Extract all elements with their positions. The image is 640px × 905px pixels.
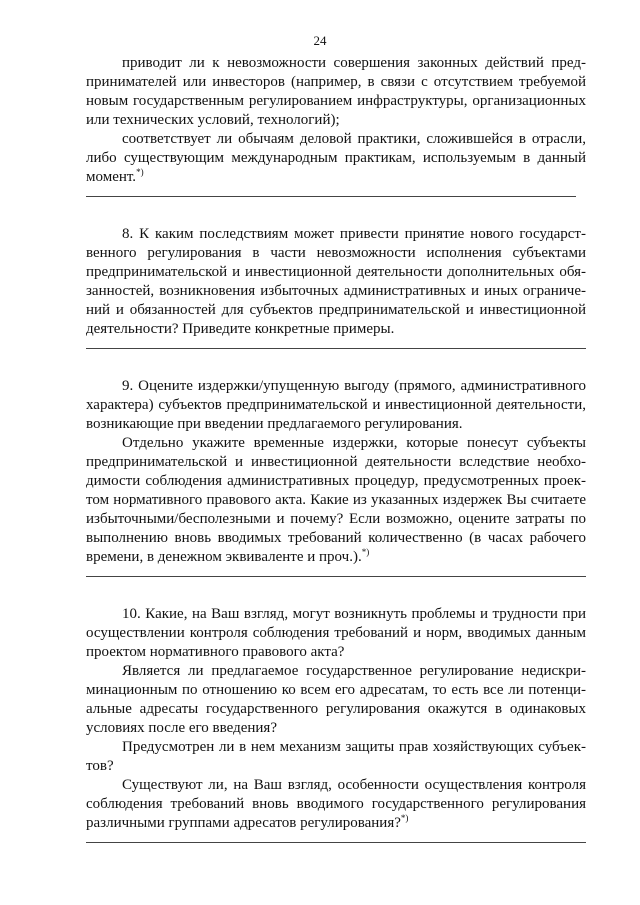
question-9-paragraph-1: 9. Оцените издержки/упущенную выгоду (прямого, административного характера) субъектов предпринимательской и инвестиционной деятельности, возникающие при введении предлагаемого регулирования.	[86, 378, 586, 432]
footnote-mark: *)	[361, 547, 370, 557]
intro-paragraph-2	[86, 130, 586, 187]
question-10-paragraph-4-text: Существуют ли, на Ваш взгляд, особенности осуществления контроля соблюдения требований вновь вводимого государственного регулирования различными группами адресатов регулирования?	[86, 777, 586, 831]
question-9	[86, 377, 586, 567]
footnote-mark: *)	[400, 813, 409, 823]
intro-section	[86, 54, 586, 187]
question-10-paragraph-1: 10. Какие, на Ваш взгляд, могут возникнуть проблемы и трудности при осуществлении контроля соблюдения требований и норм, вводимых данным проектом нормативного правового акта?	[86, 606, 586, 660]
question-8	[86, 225, 586, 339]
question-10	[86, 605, 586, 833]
footnote-mark: *)	[136, 167, 144, 177]
question-9-paragraph-2-text: Отдельно укажите временные издержки, которые понесут субъекты предпринимательской и инвестиционной деятельности вследствие необходимости соблюдения административных процедур, предусмотренных проектом нормативного правового акта. Какие из указанных издержек Вы считаете избыточными/бесполезными и почему? Если возможно, оцените затраты по выполнению вновь вводимых требований количественно (в часах рабочего времени, в денежном эквиваленте и проч.).	[86, 435, 586, 565]
question-10-paragraph-4	[86, 776, 586, 833]
answer-line	[86, 842, 586, 843]
intro-paragraph-2-text: соответствует ли обычаям деловой практики, сложившейся в отрасли, либо существующим международным практикам, используемым в данный момент.	[86, 131, 586, 185]
question-10-paragraph-2: Является ли предлагаемое государственное регулирование недискриминационным по отношению ко всем его адресатам, то есть все ли потенциальные адресаты государственного регулирования окажутся в одинаковых условиях после его введения?	[86, 663, 586, 736]
question-8-text: 8. К каким последствиям может привести принятие нового государственного регулирования в части невозможности исполнения субъектами предпринимательской и инвестиционной деятельности дополнительных обязанностей, возникновения избыточных административных и иных ограничений и обязанностей для субъектов предпринимательской и инвестиционной деятельности? Приведите конкретные примеры.	[86, 226, 586, 337]
question-10-paragraph-3: Предусмотрен ли в нем механизм защиты прав хозяйствующих субъектов?	[86, 739, 586, 774]
document-body	[86, 54, 586, 843]
question-9-paragraph-2	[86, 434, 586, 567]
page-number: 24	[313, 33, 327, 48]
intro-paragraph-1: приводит ли к невозможности совершения законных действий предпринимателей или инвесторов (например, в связи с отсутствием требуемой новым государственным регулированием инфраструктуры, организационных или технических условий, технологий);	[86, 55, 586, 128]
